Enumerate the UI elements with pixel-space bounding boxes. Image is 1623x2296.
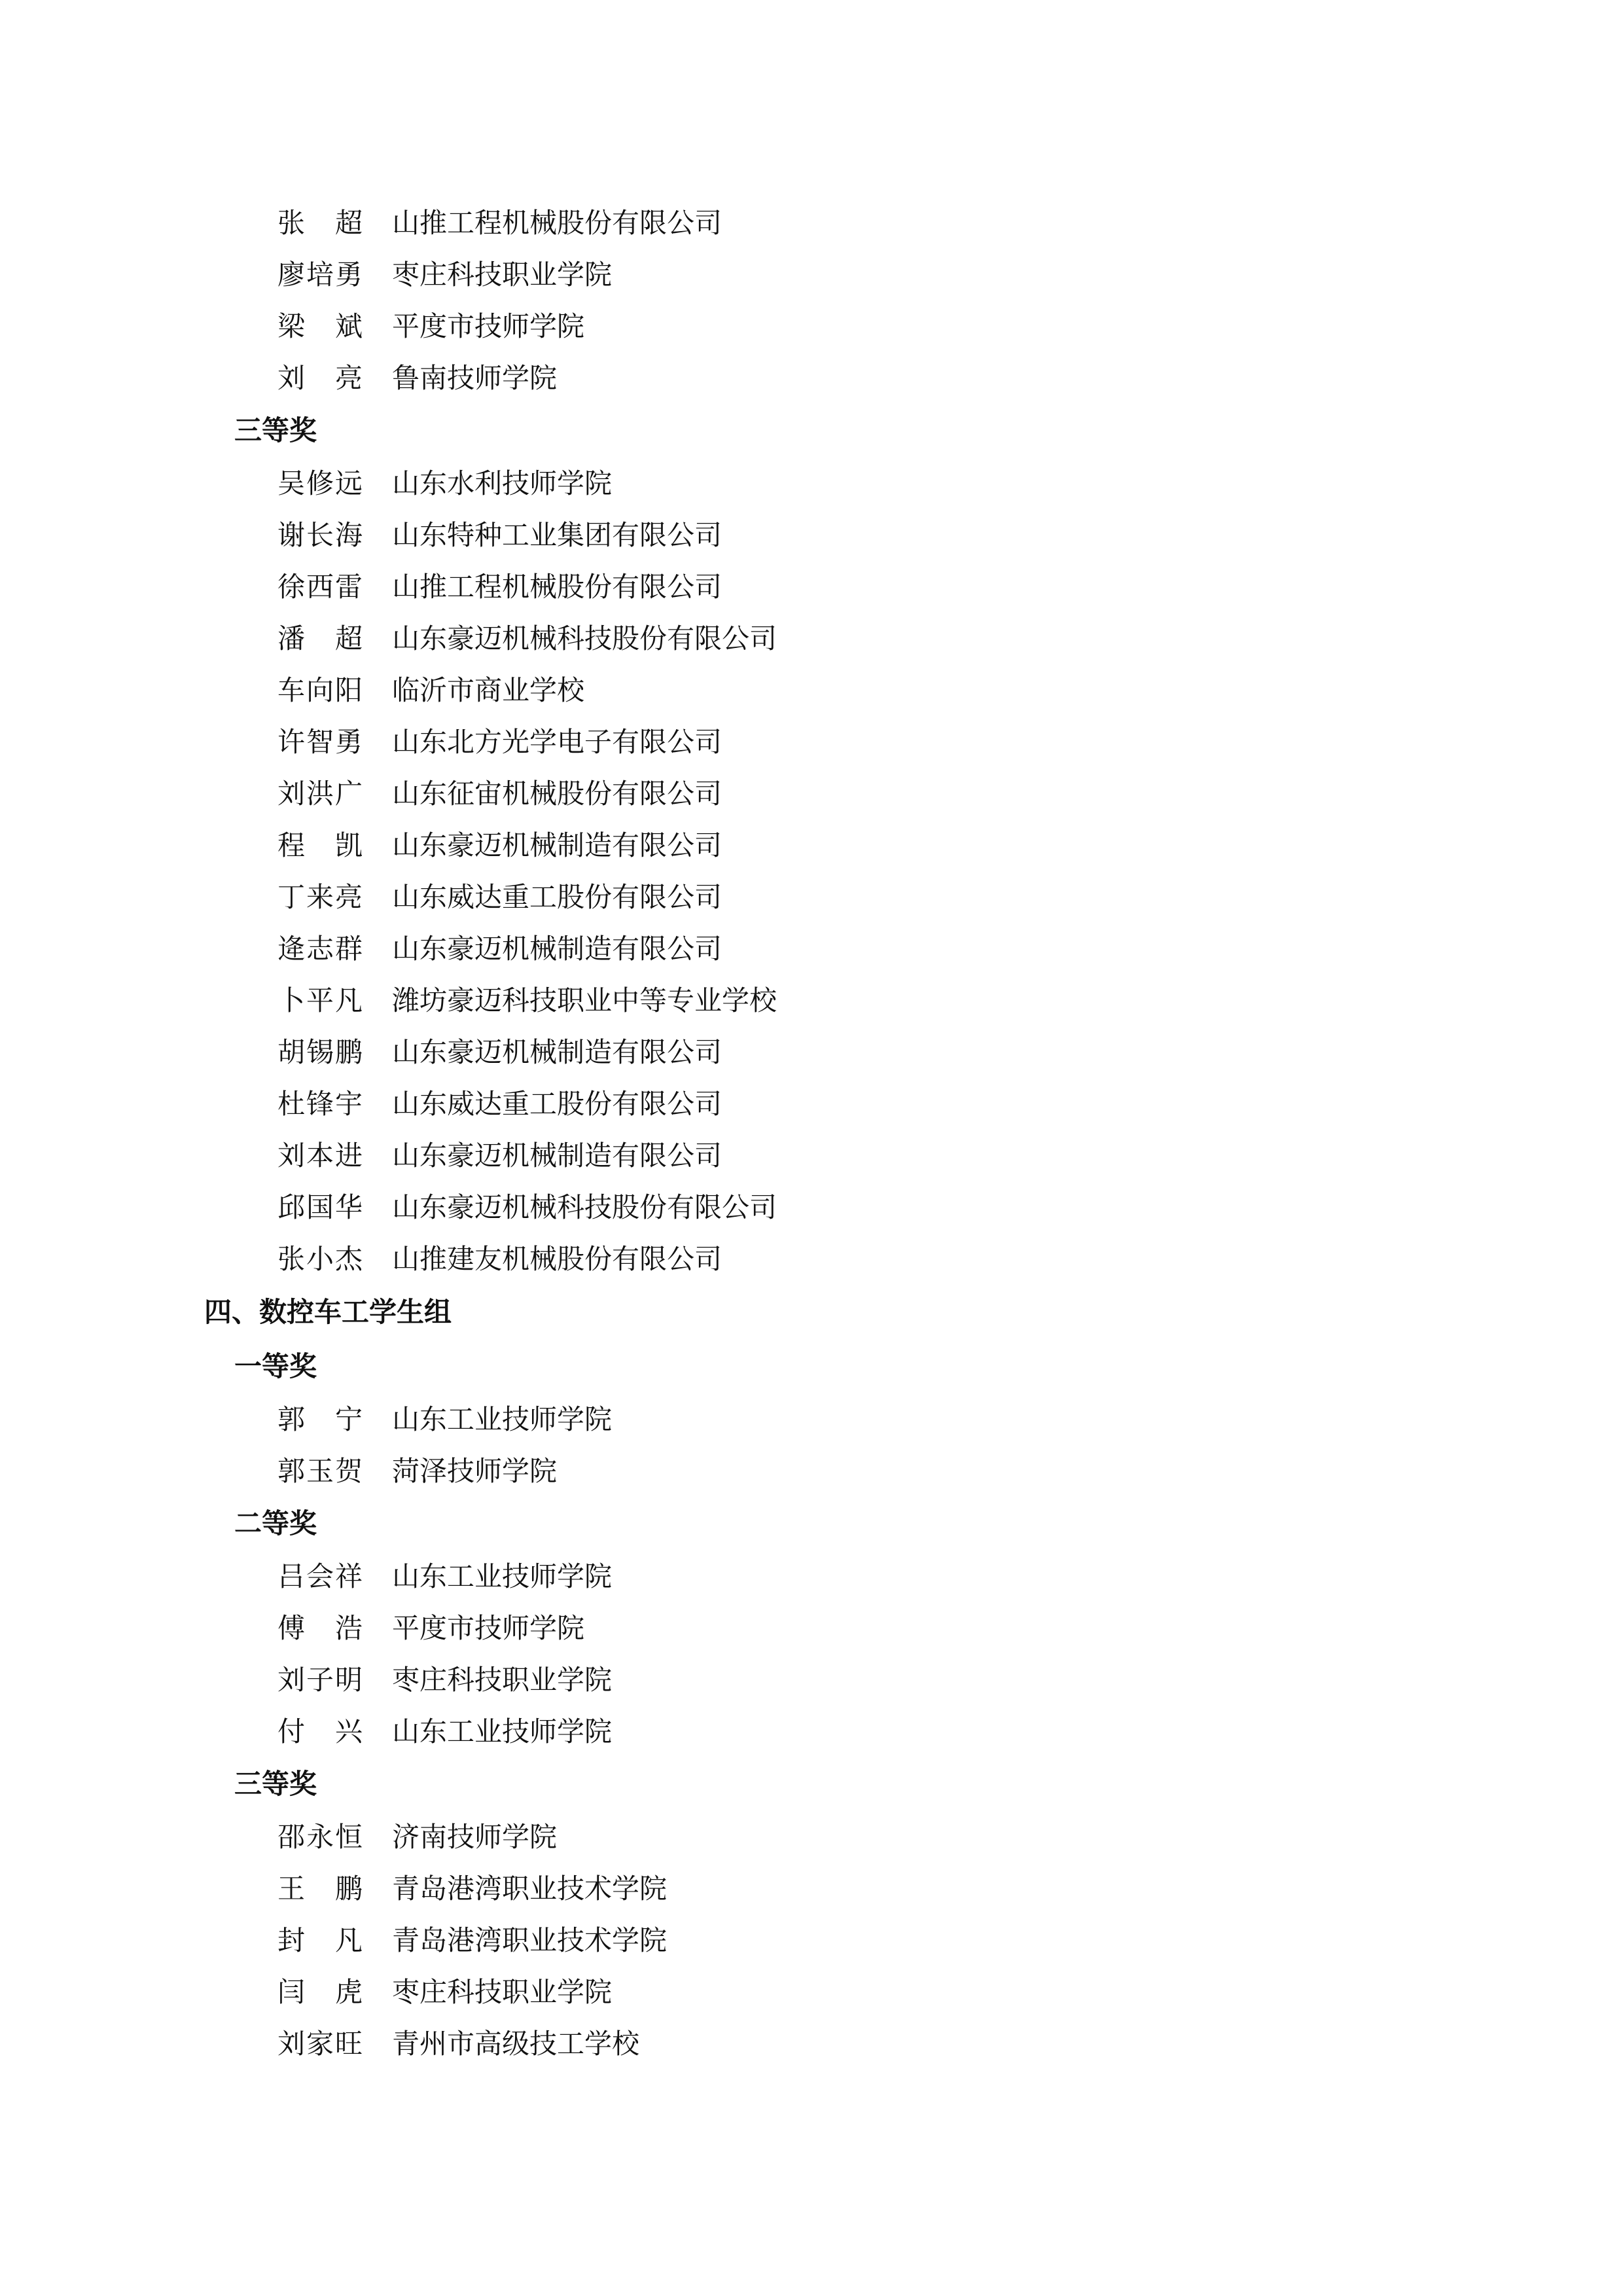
- winner-name: 付 兴: [277, 1715, 363, 1748]
- winner-organization: 山推建友机械股份有限公司: [392, 1243, 722, 1275]
- list-item: [0, 1445, 1623, 1497]
- winner-name: 杜锋宇: [277, 1088, 363, 1120]
- list-item: [0, 613, 1623, 664]
- winner-organization: 鲁南技师学院: [392, 362, 558, 394]
- winner-organization: 山东威达重工股份有限公司: [392, 881, 722, 913]
- winner-name: 逄志群: [277, 933, 363, 965]
- list-item: [0, 457, 1623, 509]
- list-item: [0, 1811, 1623, 1863]
- winner-name: 潘 超: [277, 622, 363, 655]
- winner-organization: 枣庄科技职业学院: [392, 259, 613, 291]
- award-level-heading: 二等奖: [234, 1507, 317, 1539]
- winner-name: 张小杰: [277, 1243, 363, 1275]
- winner-organization: 山东豪迈机械制造有限公司: [392, 1036, 722, 1068]
- list-item: [0, 1602, 1623, 1654]
- winner-name: 封 凡: [277, 1924, 363, 1956]
- list-item: [0, 871, 1623, 923]
- winner-name: 谢长海: [277, 519, 363, 551]
- winner-organization: 山东特种工业集团有限公司: [392, 519, 722, 551]
- winner-organization: 青岛港湾职业技术学院: [392, 1873, 668, 1905]
- winner-organization: 山东工业技师学院: [392, 1715, 613, 1748]
- winner-name: 车向阳: [277, 674, 363, 706]
- list-item: [0, 1026, 1623, 1078]
- winner-name: 郭 宁: [277, 1403, 363, 1435]
- winner-organization: 山东工业技师学院: [392, 1560, 613, 1592]
- list-item: [0, 2018, 1623, 2070]
- winner-name: 丁来亮: [277, 881, 363, 913]
- list-item: [0, 923, 1623, 975]
- winner-organization: 潍坊豪迈科技职业中等专业学校: [392, 984, 777, 1016]
- section-heading: 四、数控车工学生组: [204, 1296, 452, 1328]
- winner-organization: 山东豪迈机械科技股份有限公司: [392, 622, 777, 655]
- award-level-heading: 一等奖: [234, 1350, 317, 1382]
- winner-organization: 平度市技师学院: [392, 1612, 585, 1644]
- list-item: [0, 716, 1623, 768]
- winner-name: 闫 虎: [277, 1976, 363, 2008]
- list-item: [0, 1393, 1623, 1445]
- winner-name: 傅 浩: [277, 1612, 363, 1644]
- winner-organization: 临沂市商业学校: [392, 674, 585, 706]
- list-item: [0, 768, 1623, 819]
- winner-name: 胡锡鹏: [277, 1036, 363, 1068]
- list-item: [0, 1233, 1623, 1285]
- award-list: [0, 197, 1623, 2070]
- winner-name: 王 鹏: [277, 1873, 363, 1905]
- award-level-heading: 三等奖: [234, 414, 317, 446]
- winner-organization: 山推工程机械股份有限公司: [392, 207, 722, 239]
- list-item: [0, 1863, 1623, 1914]
- winner-organization: 山东征宙机械股份有限公司: [392, 778, 722, 810]
- winner-name: 许智勇: [277, 726, 363, 758]
- winner-organization: 山东豪迈机械制造有限公司: [392, 933, 722, 965]
- list-item: [0, 1181, 1623, 1233]
- list-item: [0, 1706, 1623, 1757]
- winner-name: 刘洪广: [277, 778, 363, 810]
- winner-name: 梁 斌: [277, 310, 363, 342]
- list-item: [0, 249, 1623, 300]
- list-item: [0, 1966, 1623, 2018]
- winner-organization: 枣庄科技职业学院: [392, 1976, 613, 2008]
- winner-name: 邵永恒: [277, 1821, 363, 1853]
- list-item: [0, 561, 1623, 613]
- winner-organization: 山东北方光学电子有限公司: [392, 726, 722, 758]
- winner-organization: 山东威达重工股份有限公司: [392, 1088, 722, 1120]
- winner-name: 刘子明: [277, 1664, 363, 1696]
- winner-organization: 山东豪迈机械制造有限公司: [392, 1139, 722, 1172]
- award-level-heading: 三等奖: [234, 1768, 317, 1800]
- list-item: [0, 1551, 1623, 1602]
- winner-name: 吴修远: [277, 467, 363, 499]
- list-item: [0, 819, 1623, 871]
- list-item: [0, 1130, 1623, 1181]
- winner-organization: 枣庄科技职业学院: [392, 1664, 613, 1696]
- winner-name: 郭玉贺: [277, 1455, 363, 1487]
- winner-organization: 青岛港湾职业技术学院: [392, 1924, 668, 1956]
- winner-organization: 山东工业技师学院: [392, 1403, 613, 1435]
- list-item: [0, 300, 1623, 352]
- winner-name: 程 凯: [277, 829, 363, 861]
- winner-organization: 菏泽技师学院: [392, 1455, 558, 1487]
- list-item: [0, 1078, 1623, 1130]
- winner-organization: 平度市技师学院: [392, 310, 585, 342]
- winner-name: 吕会祥: [277, 1560, 363, 1592]
- winner-name: 刘 亮: [277, 362, 363, 394]
- list-item: [0, 197, 1623, 249]
- winner-name: 廖培勇: [277, 259, 363, 291]
- winner-name: 邱国华: [277, 1191, 363, 1223]
- list-item: [0, 1654, 1623, 1706]
- list-item: [0, 352, 1623, 404]
- winner-name: 刘本进: [277, 1139, 363, 1172]
- winner-name: 徐西雷: [277, 571, 363, 603]
- winner-organization: 济南技师学院: [392, 1821, 558, 1853]
- winner-name: 张 超: [277, 207, 363, 239]
- list-item: [0, 1914, 1623, 1966]
- winner-name: 刘家旺: [277, 2028, 363, 2060]
- winner-organization: 山东豪迈机械科技股份有限公司: [392, 1191, 777, 1223]
- winner-name: 卜平凡: [277, 984, 363, 1016]
- list-item: [0, 664, 1623, 716]
- winner-organization: 山东豪迈机械制造有限公司: [392, 829, 722, 861]
- winner-organization: 山推工程机械股份有限公司: [392, 571, 722, 603]
- winner-organization: 山东水利技师学院: [392, 467, 613, 499]
- winner-organization: 青州市高级技工学校: [392, 2028, 640, 2060]
- list-item: [0, 509, 1623, 561]
- list-item: [0, 975, 1623, 1026]
